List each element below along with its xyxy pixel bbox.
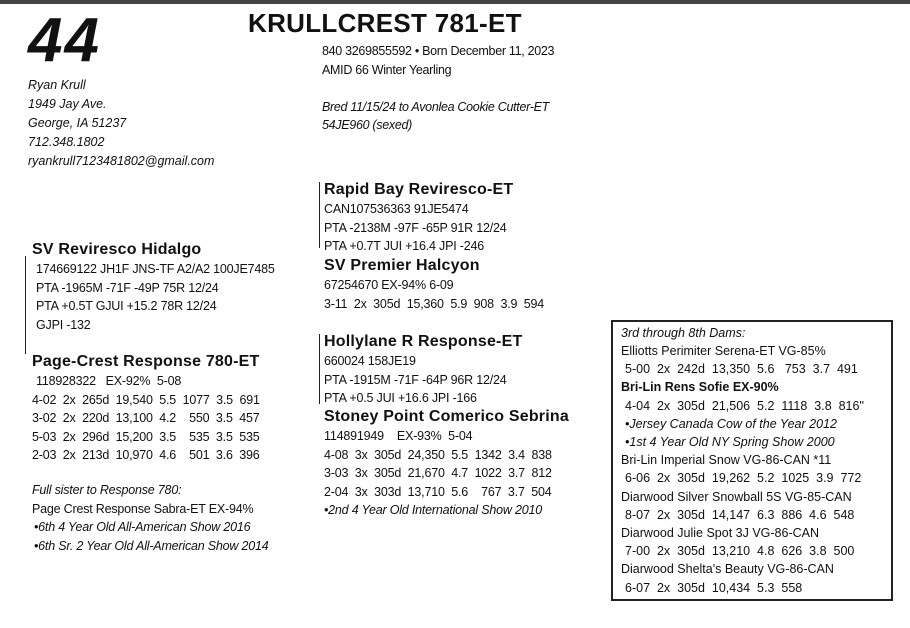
full-sister-honor: •6th 4 Year Old All-American Show 2016 — [34, 520, 251, 534]
dam-entry-record: 5-00 2x 242d 13,350 5.6 753 3.7 491 — [625, 362, 858, 377]
bred-info — [322, 98, 549, 134]
full-sister-heading: Full sister to Response 780: — [32, 483, 182, 497]
sire-sire-line: PTA +0.7T JUI +16.4 JPI -246 — [324, 239, 485, 253]
dam-dam-name: Stoney Point Comerico Sebrina — [324, 408, 569, 425]
sire-line: 174669122 JH1F JNS-TF A2/A2 100JE7485 — [36, 262, 275, 276]
dam-sire-line: 660024 158JE19 — [324, 354, 416, 368]
dam-record: 3-02 2x 220d 13,100 4.2 550 3.5 457 — [32, 411, 260, 425]
animal-info — [322, 42, 554, 80]
sire-sire-block — [324, 180, 513, 256]
owner-phone: 712.348.1802 — [28, 135, 105, 149]
dam-entry-record: 7-00 2x 305d 13,210 4.8 626 3.8 500 — [625, 544, 855, 559]
dam-record: 2-03 2x 213d 10,970 4.6 501 3.6 396 — [32, 448, 260, 462]
pedigree-bracket-left — [25, 256, 26, 354]
animal-title: KRULLCREST 781-ET — [248, 8, 522, 38]
dam-sire-line: PTA +0.5 JUI +16.6 JPI -166 — [324, 391, 477, 405]
dam-line: 118928322 EX-92% 5-08 — [36, 374, 182, 388]
dam-entry-name: Diarwood Silver Snowball 5S VG-85-CAN — [621, 489, 852, 504]
dam-entry-name: Diarwood Shelta's Beauty VG-86-CAN — [621, 562, 834, 577]
dam-block — [32, 352, 260, 465]
dam-entry-honor: •Jersey Canada Cow of the Year 2012 — [625, 416, 837, 431]
sire-sire-line: CAN107536363 91JE5474 — [324, 202, 469, 216]
pedigree-bracket-dam — [319, 334, 320, 404]
dam-dam-record: 2-04 3x 303d 13,710 5.6 767 3.7 504 — [324, 484, 552, 499]
dam-dam-line: 114891949 EX-93% 5-04 — [324, 429, 473, 443]
sire-dam-record: 3-11 2x 305d 15,360 5.9 908 3.9 594 — [324, 296, 545, 311]
full-sister-block — [32, 481, 269, 555]
dam-sire-line: PTA -1915M -71F -64P 96R 12/24 — [324, 372, 507, 387]
sire-dam-name: SV Premier Halcyon — [324, 257, 480, 274]
dam-entry-name: Bri-Lin Rens Sofie EX-90% — [621, 380, 779, 395]
owner-block — [28, 76, 214, 171]
owner-city: George, IA 51237 — [28, 116, 127, 130]
top-border — [0, 0, 910, 4]
full-sister-name: Page Crest Response Sabra-ET EX-94% — [32, 501, 254, 516]
owner-email: ryankrull7123481802@gmail.com — [28, 154, 215, 168]
owner-name: Ryan Krull — [28, 78, 86, 92]
dam-sire-name: Hollylane R Response-ET — [324, 333, 523, 350]
pedigree-bracket-sire — [319, 182, 320, 248]
bred-line-2: 54JE960 (sexed) — [322, 118, 413, 132]
sire-line: PTA +0.5T GJUI +15.2 78R 12/24 — [36, 299, 217, 313]
dam-entry-honor: •1st 4 Year Old NY Spring Show 2000 — [625, 435, 835, 450]
dam-entry-name: Elliotts Perimiter Serena-ET VG-85% — [621, 344, 826, 358]
extended-dams-heading: 3rd through 8th Dams: — [621, 326, 746, 340]
sire-line: GJPI -132 — [36, 317, 91, 332]
owner-address: 1949 Jay Ave. — [28, 97, 107, 111]
dam-dam-block — [324, 407, 569, 520]
dam-name: Page-Crest Response 780-ET — [32, 353, 260, 370]
animal-amid-line: AMID 66 Winter Yearling — [322, 63, 452, 77]
sire-dam-block — [324, 256, 544, 313]
dam-entry-record: 8-07 2x 305d 14,147 6.3 886 4.6 548 — [625, 507, 855, 522]
dam-dam-record: 4-08 3x 305d 24,350 5.5 1342 3.4 838 — [324, 447, 552, 462]
dam-entry-record: 6-07 2x 305d 10,434 5.3 558 — [625, 580, 803, 595]
dam-entry-name: Bri-Lin Imperial Snow VG-86-CAN *11 — [621, 453, 832, 468]
extended-dams-box — [611, 320, 893, 601]
sire-block — [32, 240, 275, 334]
dam-record: 5-03 2x 296d 15,200 3.5 535 3.5 535 — [32, 429, 260, 444]
dam-entry-record: 4-04 2x 305d 21,506 5.2 1118 3.8 816" — [625, 398, 864, 413]
dam-dam-record: 3-03 3x 305d 21,670 4.7 1022 3.7 812 — [324, 466, 552, 480]
bred-line-1: Bred 11/15/24 to Avonlea Cookie Cutter-ET — [322, 100, 549, 114]
sire-dam-line: 67254670 EX-94% 6-09 — [324, 278, 454, 292]
full-sister-honor: •6th Sr. 2 Year Old All-American Show 2014 — [34, 538, 269, 553]
sire-sire-name: Rapid Bay Reviresco-ET — [324, 181, 514, 198]
animal-id-line: 840 3269855592 • Born December 11, 2023 — [322, 44, 555, 58]
dam-entry-name: Diarwood Julie Spot 3J VG-86-CAN — [621, 526, 819, 541]
sire-name: SV Reviresco Hidalgo — [32, 241, 202, 258]
sire-line: PTA -1965M -71F -49P 75R 12/24 — [36, 280, 219, 295]
sire-sire-line: PTA -2138M -97F -65P 91R 12/24 — [324, 220, 507, 235]
dam-record: 4-02 2x 265d 19,540 5.5 1077 3.5 691 — [32, 392, 260, 407]
dam-entry-record: 6-06 2x 305d 19,262 5.2 1025 3.9 772 — [625, 471, 862, 486]
lot-number: 44 — [28, 6, 101, 75]
dam-sire-block — [324, 332, 522, 408]
dam-dam-honor: •2nd 4 Year Old International Show 2010 — [324, 503, 543, 517]
